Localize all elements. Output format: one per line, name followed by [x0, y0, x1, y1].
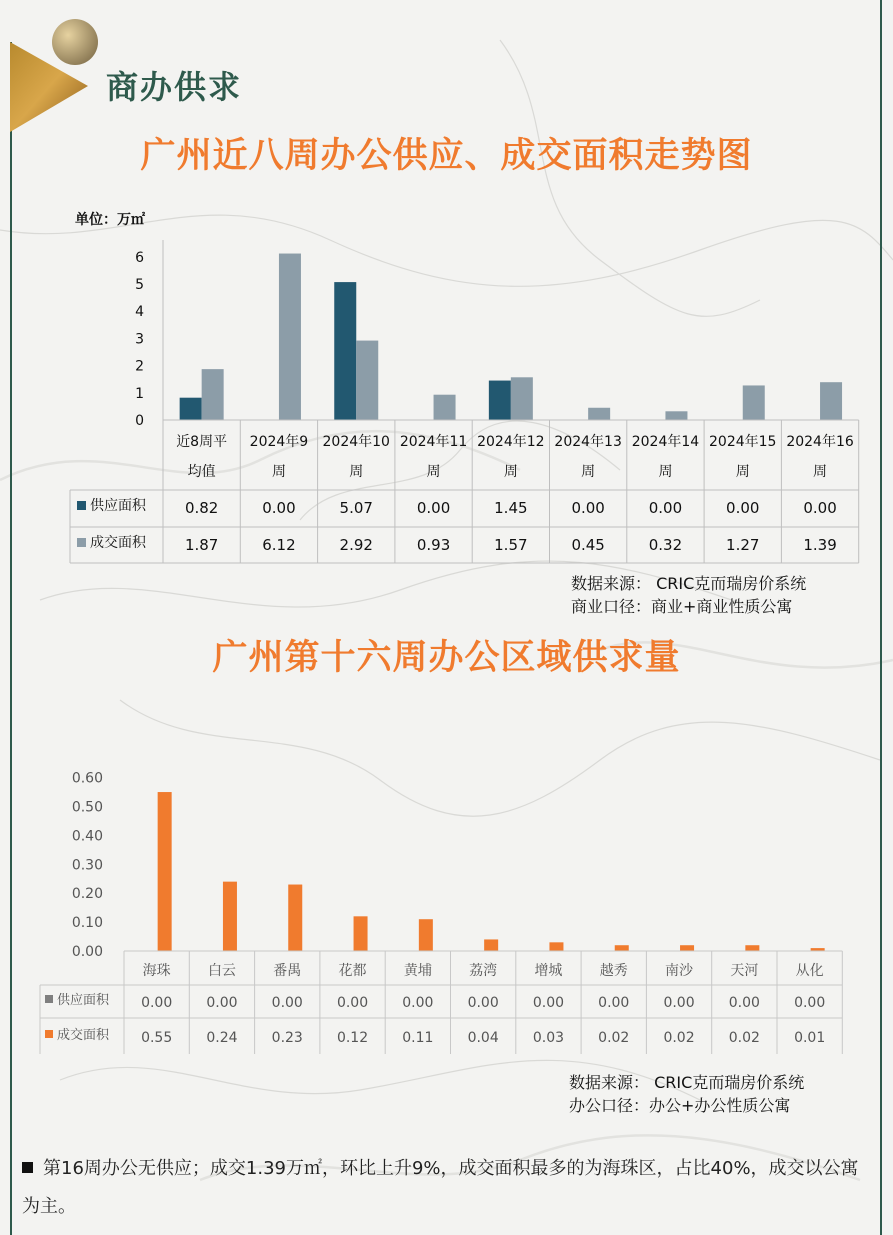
chart1-category-label: 周: [735, 464, 750, 480]
chart2-category-label: 增城: [534, 963, 563, 979]
chart2-ytick-label: 0.10: [71, 915, 103, 932]
chart1-data-label: 0.00: [571, 499, 605, 517]
chart2-ytick-label: 0.40: [71, 828, 103, 845]
chart2-bar-deal: [549, 942, 563, 951]
chart1-data-label: 1.87: [184, 536, 219, 554]
chart1-ytick-label: 2: [135, 358, 144, 375]
chart2-data-label: 0.11: [402, 1030, 434, 1046]
chart2-data-label: 0.00: [206, 995, 238, 1011]
chart2-source-line2: 办公口径：办公+办公性质公寓: [569, 1096, 791, 1115]
chart2-bar-deal: [745, 945, 759, 951]
chart1-data-label: 1.45: [494, 499, 528, 517]
chart1-data-label: 0.32: [648, 536, 683, 554]
chart2-data-label: 0.00: [467, 995, 499, 1011]
chart2-legend-label: 成交面积: [57, 1028, 110, 1043]
chart2-data-label: 0.55: [141, 1030, 173, 1046]
chart1-category-label: 2024年9: [249, 434, 309, 450]
chart1-data-label: 0.00: [803, 499, 837, 517]
chart1-data-label: 0.82: [184, 499, 219, 517]
section-title: 商办供求: [106, 68, 243, 106]
chart2-data-label: 0.03: [532, 1030, 565, 1046]
chart2-category-label: 黄埔: [403, 963, 432, 979]
chart2-category-label: 白云: [207, 963, 236, 979]
chart2-legend-label: 供应面积: [57, 993, 110, 1008]
chart2-category-label: 从化: [795, 963, 824, 979]
chart2-ytick-label: 0.60: [71, 770, 103, 787]
chart2-data-label: 0.00: [336, 995, 369, 1011]
chart1-source: [571, 572, 806, 618]
chart1-data-label: 0.93: [416, 536, 451, 554]
chart2-data-label: 0.00: [271, 995, 303, 1011]
chart2-legend-swatch: [45, 1030, 53, 1038]
chart2-source: [569, 1071, 804, 1117]
chart2-bar-deal: [288, 885, 302, 951]
chart2-category-label: 海珠: [142, 963, 171, 979]
chart2-source-line1: 数据来源： CRIC克而瑞房价系统: [569, 1073, 805, 1092]
chart1-legend-label: 供应面积: [90, 498, 146, 514]
chart1-ytick-label: 5: [135, 277, 144, 293]
chart2-ytick-label: 0.00: [71, 944, 103, 960]
chart1-category-label: 2024年12: [477, 434, 545, 450]
chart1-category-label: 周: [349, 464, 364, 480]
chart1-data-label: 6.12: [262, 536, 296, 554]
chart2-data-label: 0.02: [728, 1030, 760, 1046]
chart1-legend-label: 成交面积: [90, 535, 146, 551]
chart2-category-label: 天河: [730, 963, 759, 979]
chart1-category-label: 近8周平: [176, 434, 228, 450]
chart1-data-label: 0.00: [726, 499, 760, 517]
summary-note: [22, 1150, 862, 1226]
chart1-source-line2: 商业口径：商业+商业性质公寓: [571, 597, 793, 616]
bullet-square-icon: [22, 1162, 33, 1173]
chart2-bar-deal: [680, 945, 694, 951]
chart2-data-label: 0.24: [206, 1030, 238, 1046]
chart2-bar-deal: [419, 919, 433, 951]
chart1-category-label: 2024年13: [554, 434, 622, 450]
chart2-data-label: 0.00: [532, 995, 565, 1011]
chart2-category-label: 花都: [338, 963, 367, 979]
chart1-category-label: 周: [658, 464, 673, 480]
chart2-category-label: 番禺: [273, 963, 302, 979]
chart1-ytick-label: 1: [135, 385, 144, 402]
chart1-data-label: 1.57: [494, 536, 528, 554]
chart2-data-label: 0.12: [336, 1030, 369, 1046]
chart2-bar-deal: [158, 792, 172, 951]
chart2-ytick-label: 0.30: [71, 857, 103, 874]
chart1-category-label: 周: [813, 464, 828, 480]
chart1-category-label: 均值: [187, 464, 216, 480]
chart1-data-label: 5.07: [339, 499, 373, 517]
chart1-category-label: 2024年14: [631, 434, 700, 450]
chart2-data-label: 0.02: [598, 1030, 630, 1046]
chart1-ytick-label: 3: [135, 331, 144, 348]
chart1-category-label: 2024年15: [709, 434, 777, 450]
chart1-category-label: 周: [271, 464, 286, 480]
chart2-bar-deal: [615, 945, 629, 951]
chart1-ylabel: 单位：万㎡: [75, 212, 145, 228]
chart2-data-label: 0.00: [728, 995, 760, 1011]
summary-note-text: 第16周办公无供应；成交1.39万㎡，环比上升9%，成交面积最多的为海珠区，占比40%，成交以公寓为主。: [22, 1158, 859, 1217]
chart1-category-label: 周: [426, 464, 441, 480]
chart2-data-label: 0.00: [794, 995, 826, 1011]
chart1-data-label: 1.39: [803, 536, 837, 554]
chart2-category-label: 荔湾: [469, 963, 498, 979]
chart2-data-label: 0.00: [402, 995, 434, 1011]
chart1-ytick-label: 4: [135, 304, 144, 321]
chart2-ytick-label: 0.20: [71, 886, 103, 903]
chart1-category-label: 2024年10: [322, 434, 390, 450]
chart2-legend-swatch: [45, 995, 53, 1003]
chart2-title: 广州第十六周办公区域供求量: [212, 638, 681, 678]
chart1-source-line1: 数据来源： CRIC克而瑞房价系统: [571, 574, 807, 593]
chart1-category-label: 2024年11: [399, 434, 468, 450]
chart2-bar-deal: [484, 939, 498, 951]
chart2-ytick-label: 0.50: [71, 799, 103, 816]
chart2-bar-deal: [354, 916, 368, 951]
chart1-ytick-label: 0: [135, 413, 144, 429]
chart2-data-label: 0.02: [663, 1030, 695, 1046]
chart1-category-label: 2024年16: [786, 434, 854, 450]
chart1-data-label: 0.00: [648, 499, 683, 517]
chart2-data-label: 0.04: [467, 1030, 499, 1046]
chart2-data-label: 0.01: [794, 1030, 826, 1046]
chart2-data-label: 0.23: [271, 1030, 303, 1046]
chart1-ytick-label: 6: [135, 249, 144, 266]
chart1-data-label: 0.45: [571, 536, 605, 554]
chart1-data-label: 0.00: [262, 499, 296, 517]
chart1-data-label: 2.92: [339, 536, 373, 554]
chart2-data-label: 0.00: [141, 995, 173, 1011]
chart2-bar-deal: [223, 882, 237, 951]
chart1-title: 广州近八周办公供应、成交面积走势图: [140, 136, 753, 176]
chart1-category-label: 周: [503, 464, 518, 480]
chart2-category-label: 越秀: [599, 963, 628, 979]
chart2-category-label: 南沙: [665, 963, 694, 979]
chart1-category-label: 周: [581, 464, 596, 480]
chart1-data-label: 0.00: [416, 499, 451, 517]
chart2-data-label: 0.00: [663, 995, 695, 1011]
chart1-data-label: 1.27: [726, 536, 760, 554]
chart2-data-label: 0.00: [598, 995, 630, 1011]
